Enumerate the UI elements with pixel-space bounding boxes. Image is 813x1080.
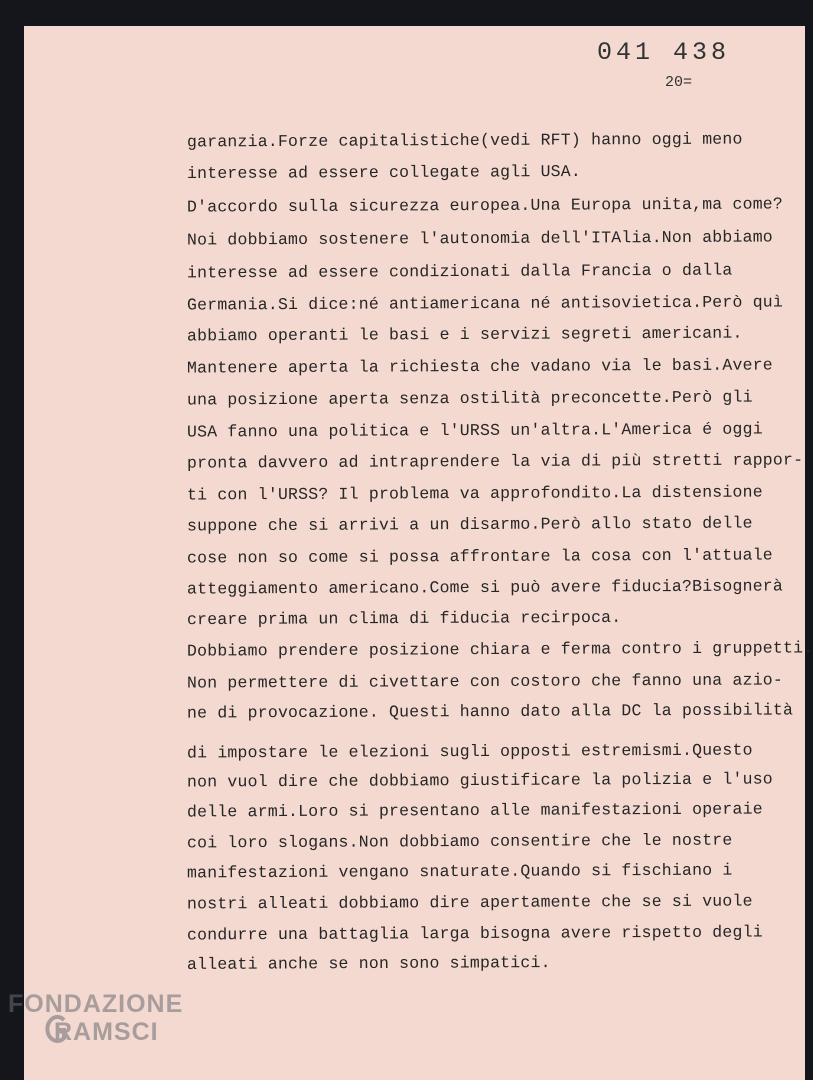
page-number: 20= — [665, 74, 693, 91]
text-line: Dobbiamo prendere posizione chiara e ferma contro i gruppetti. — [186, 638, 813, 661]
text-line: creare prima un clima di fiducia recirpoca. — [186, 607, 622, 630]
foundation-watermark — [8, 990, 208, 1070]
text-line: D'accordo sulla sicurezza europea.Una Europa unita,ma come? — [186, 194, 784, 217]
text-line: una posizione aperta senza ostilità preconcette.Però gli — [186, 387, 753, 410]
text-line: interesse ad essere condizionati dalla Francia o dalla — [186, 260, 733, 283]
text-line: delle armi.Loro si presentano alle manifestazioni operaie — [186, 799, 763, 822]
text-line: ne di provocazione. Questi hanno dato alla DC la possibilità — [186, 700, 794, 723]
text-line: Germania.Si dice:né antiamericana né antisovietica.Però quì — [186, 292, 784, 315]
watermark-line-2: RAMSCI — [54, 1018, 159, 1046]
text-line: garanzia.Forze capitalistiche(vedi RFT) hanno oggi meno — [186, 129, 743, 152]
text-line: abbiamo operanti le basi e i servizi segreti americani. — [186, 323, 743, 346]
text-line: alleati anche se non sono simpatici. — [186, 953, 551, 974]
text-line: pronta davvero ad intraprendere la via di più stretti rappor- — [186, 450, 804, 473]
archive-number: 041 438 — [597, 38, 731, 67]
text-line: suppone che si arrivi a un disarmo.Però allo stato delle — [186, 513, 753, 536]
text-line: atteggiamento americano.Come si può avere fiducia?Bisognerà — [186, 576, 784, 599]
text-line: manifestazioni vengano snaturate.Quando si fischiano i — [186, 860, 733, 883]
text-line: nostri alleati dobbiamo dire apertamente che se si vuole — [186, 891, 753, 914]
text-line: coi loro slogans.Non dobbiamo consentire che le nostre — [186, 830, 733, 853]
text-line: ti con l'URSS? Il problema va approfondito.La distensione — [186, 482, 763, 505]
text-line: Non permettere di civettare con costoro che fanno una azio- — [186, 670, 784, 693]
text-line: Noi dobbiamo sostenere l'autonomia dell'ITAlia.Non abbiamo — [186, 227, 773, 250]
text-line: interesse ad essere collegate agli USA. — [186, 161, 582, 184]
text-line: di impostare le elezioni sugli opposti estremismi.Questo — [186, 740, 753, 763]
text-line: condurre una battaglia larga bisogna avere rispetto degli — [186, 922, 763, 945]
text-line: non vuol dire che dobbiamo giustificare la polizia e l'uso — [186, 769, 773, 792]
text-line: Mantenere aperta la richiesta che vadano via le basi.Avere — [186, 355, 773, 378]
text-line: cose non so come si possa affrontare la cosa con l'attuale — [186, 545, 773, 568]
text-line: USA fanno una politica e l'URSS un'altra.L'America é oggi — [186, 419, 763, 442]
watermark-line-1: FONDAZIONE — [8, 990, 184, 1018]
